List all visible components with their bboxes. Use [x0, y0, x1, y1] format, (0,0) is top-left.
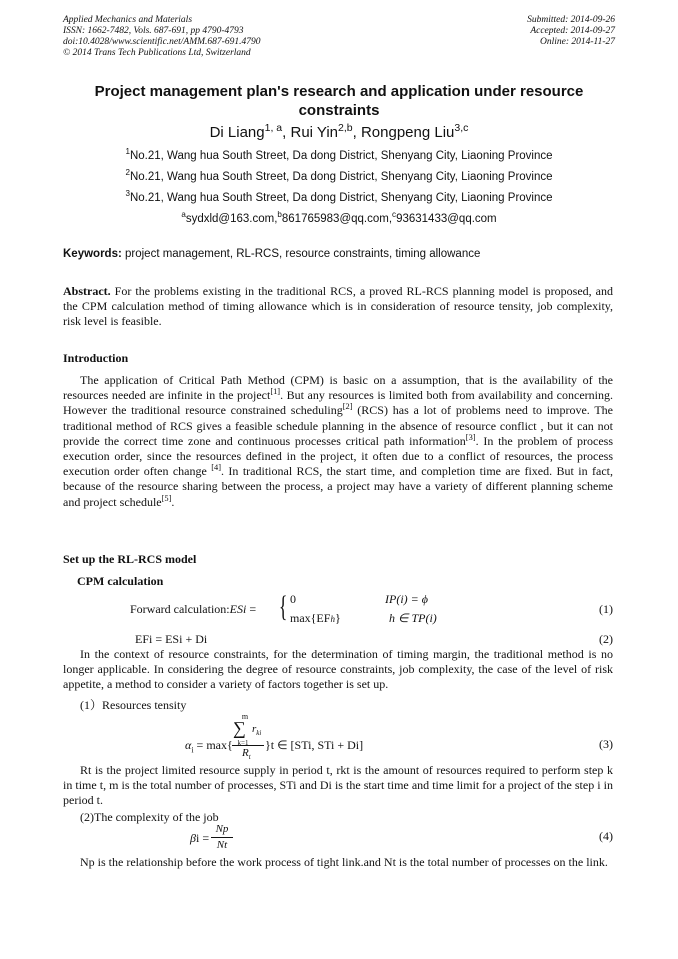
eq3-numerator: r: [252, 723, 257, 735]
submitted-date: Submitted: 2014-09-26: [527, 15, 615, 25]
accepted-date: Accepted: 2014-09-27: [530, 26, 615, 36]
eq1-bottom-condition: h ∈ TP(i): [389, 611, 437, 625]
email-line: [63, 210, 615, 225]
journal-name: Applied Mechanics and Materials: [63, 15, 193, 25]
affiliation-mark: 2: [125, 168, 130, 178]
intro-text: The application of Critical Path Method (CPM) is basic on a assumption, that is the availability of the resources needed are infinite in the project: [63, 373, 613, 403]
eq3-range: }t ∈ [STi, STi + Di]: [265, 738, 364, 752]
citation[interactable]: [3]: [465, 432, 476, 442]
affiliation: [63, 147, 615, 162]
intro-text: . In the problem of process execution order, since the resources defined in the project, it often due to a conflict of resources, the process execution order often change: [63, 433, 613, 479]
eq4-lhs: β: [190, 831, 196, 845]
author-name: Rui Yin: [290, 124, 339, 141]
intro-text: . But any resources is limited both from availability and concerning. However the traditional resource constrained scheduling: [63, 388, 613, 418]
paper-title: Project management plan's research and application under resource constraints: [94, 83, 584, 119]
email-link[interactable]: 93631433@qq.com: [396, 213, 497, 225]
affiliation-mark: 3: [125, 189, 130, 199]
email-link[interactable]: 861765983@qq.com,: [281, 213, 393, 225]
email-mark: b: [277, 210, 282, 220]
email-link[interactable]: sydxld@163.com,: [185, 213, 278, 225]
eq1-bottom-value: max{EF: [290, 611, 331, 625]
eq1-brace: {: [278, 590, 288, 623]
author-name: Di Liang: [209, 124, 265, 141]
equation-number: (2): [599, 632, 613, 646]
section-heading: Introduction: [63, 351, 129, 365]
citation[interactable]: [2]: [342, 402, 353, 412]
keywords-label: Keywords:: [63, 248, 122, 260]
affiliation: [63, 168, 615, 183]
eq4-lhs-sub: i: [195, 831, 200, 845]
eq1-top-condition: IP(i) = ϕ: [385, 592, 428, 606]
body-paragraph: Np is the relationship before the work process of tight link.and Nt is the total number of processes on the link.: [80, 855, 608, 869]
journal-header: [63, 15, 260, 59]
equation-2: EFi = ESi + Di: [135, 632, 208, 646]
author-mark: 3,c: [454, 122, 469, 134]
eq3-lhs: α: [185, 738, 192, 752]
eq3-max: = max{: [193, 738, 233, 752]
author-list: Di Liang$^{1, a}$, Rui Yin$^{2,b}$, Rongpeng Liu$^{3,c}$: [209, 122, 469, 141]
equation-number: (3): [599, 737, 613, 751]
eq1-label: Forward calculation:: [130, 602, 230, 616]
subsection-heading: CPM calculation: [77, 574, 164, 588]
section-heading: Set up the RL-RCS model: [63, 552, 197, 566]
abstract-text: For the problems existing in the traditional RCS, a proved RL-RCS planning model is proposed, and the CPM calculation method of timing allowance which is in consideration of resource tensity, job complexity, risk level is feasible.: [63, 284, 613, 329]
online-date: Online: 2014-11-27: [539, 37, 615, 47]
citation[interactable]: [1]: [270, 387, 281, 397]
affiliation-text: No.21, Wang hua South Street, Da dong District, Shenyang City, Liaoning Province: [129, 192, 553, 204]
citation[interactable]: [4]: [211, 463, 222, 473]
affiliation: [63, 189, 615, 204]
abstract: [63, 284, 613, 330]
sum-symbol: ∑: [233, 718, 246, 738]
equation-number: (4): [599, 829, 613, 843]
email-mark: c: [392, 210, 397, 220]
intro-text: . In traditional RCS, the start time, and completion time are fixed. But in fact, because of the resource sharing between the process, a project may have a variety of different planning scheme and project schedule: [63, 464, 613, 509]
eq3-num-sub: ki: [256, 729, 262, 738]
author-mark: 1, a: [264, 122, 283, 134]
author-mark: 2,b: [338, 122, 353, 134]
citation[interactable]: [5]: [161, 493, 172, 503]
keywords-text: project management, RL-RCS, resource constraints, timing allowance: [121, 248, 481, 260]
body-paragraph: In the context of resource constraints, for the determination of timing margin, the traditional method is no longer applicable. In considering the degree of resource constraints, job complexity, the case of the level of risk appetite, a method to consider a variety of factors together is set up.: [63, 647, 613, 692]
fraction-bar: [211, 837, 233, 838]
author-name: Rongpeng Liu: [360, 124, 455, 141]
keywords: [63, 248, 480, 260]
eq4-denominator: Nt: [216, 839, 228, 851]
list-item: (1）Resources tensity: [80, 698, 187, 712]
affiliation-text: No.21, Wang hua South Street, Da dong District, Shenyang City, Liaoning Province: [129, 171, 553, 183]
intro-text: (RCS) has a lot of problems need to improve. The traditional method of RCS gives a feasible schedule planning in the absence of resource conflict , but it can not provide the correct time zone and continuous processes critical path information: [63, 403, 613, 448]
fraction-bar: [232, 745, 264, 746]
list-item: (2)The complexity of the job: [80, 810, 219, 824]
eq1-sub: h: [330, 614, 335, 624]
body-paragraph: Rt is the project limited resource supply in period t, rkt is the amount of resources required to perform step k in time t, m is the total number of processes, STi and Di is the start time and time limit for a project of the step i in period t.: [63, 763, 613, 808]
copyright-line: © 2014 Trans Tech Publications Ltd, Switzerland: [63, 48, 251, 58]
intro-paragraph: [63, 373, 613, 510]
eq4-eq: =: [199, 831, 210, 845]
dates-header: [527, 15, 615, 48]
eq3-denominator: R: [242, 747, 249, 759]
equation-number: (1): [599, 602, 613, 616]
intro-text: .: [171, 494, 175, 509]
issn-line: ISSN: 1662-7482, Vols. 687-691, pp 4790-4793: [63, 26, 244, 36]
email-mark: a: [181, 210, 186, 220]
sum-lower: k=1: [237, 739, 249, 747]
eq1-lhs: ESi: [229, 602, 247, 616]
doi-line: doi:10.4028/www.scientific.net/AMM.687-691.4790: [63, 37, 261, 47]
sum-upper: m: [241, 712, 249, 721]
affiliation-text: No.21, Wang hua South Street, Da dong District, Shenyang City, Liaoning Province: [129, 150, 553, 162]
abstract-label: Abstract.: [63, 284, 111, 298]
eq3-lhs-sub: i: [191, 745, 194, 755]
eq1-close: }: [334, 611, 341, 625]
affiliation-mark: 1: [125, 147, 130, 157]
eq4-numerator: Np: [215, 823, 229, 835]
paper-page: Applied Mechanics and Materials ISSN: 1662-7482, Vols. 687-691, pp 4790-4793 doi:10.4028/www.scientific.net/AMM.687-691.4790 © 2014 Trans Tech Publications Ltd, Switzerland Submitted: 2014-09-26 Accepted: 2014-09-27 Online: 2014-11-27 Project management plan's research and application under resource constraints Di Liang$^{1, a}$, Rui Yin$^{2,b}$, Rongpeng Liu$^{3,c}$ $^1$No.21, Wang hua South Street, Da dong District, Shenyang City, Liaoning Province $^2$No.21, Wang hua South Street, Da dong District, Shenyang City, Liaoning Province $^3$No.21, Wang hua South Street, Da dong District, Shenyang City, Liaoning Province $^a$sydxld@163.com,$^b$861765983@qq.com,$^c$93631433@qq.com Keywords: project management, RL-RCS, resource constraints, timing allowance Abstract. For the problems existing in the traditional RCS, a proved RL-RCS planning model is proposed, and the CPM calculation method of timing allowance which is in consideration of resource tensity, job complexity, risk level is feasible. Introduction The application of Critical Path Method (CPM) is basic on a assumption, that is the availability of the resources needed are infinite in the project[1]. But any resources is limited both from availability and concerning. However the traditional resource constrained scheduling[2] (RCS) has a lot of problems need to improve. The traditional method of RCS gives a feasible schedule planning in the absence of resource conflict , but it can not provide the correct time zone and continuous processes critical path information[3]. In the problem of process execution order, since the resources defined in the project, it often due to a conflict of resources, the process execution order often change [4]. In traditional RCS, the start time, and completion time are fixed. But in fact, because of the resource sharing between the process, a project may have a variety of different planning scheme and project schedule[5]. Set up the RL-RCS model CPM calculation Forward calculation:ESi = { 0 IP(i) = ϕ max{EFh} h ∈ TP(i) (1) EFi = ESi + Di (2) In the context of resource constraints, for the determination of timing margin, the traditional method is no longer applicable. In considering the degree of resource constraints, job complexity, the case of the level of risk appetite, a method to consider a variety of factors together is set up. (1）Resources tensity $\alpha_i = \max${ m ∑ k=1 $r_{ki}$ $R_t$ }t ∈ [STi, STi + Di] (3) Rt is the project limited resource supply in period t, rkt is the amount of resources required to perform step k in time t, m is the total number of processes, STi and Di is the start time and time limit for a project of the step i in period t. (2)The complexity of the job βi = Np Nt (4) Np is the relationship before the work process of tight link.and Nt is the total number of processes on the link.: [63, 15, 615, 869]
eq3-den-sub: t: [248, 753, 251, 762]
eq1-top-value: 0: [290, 592, 296, 606]
